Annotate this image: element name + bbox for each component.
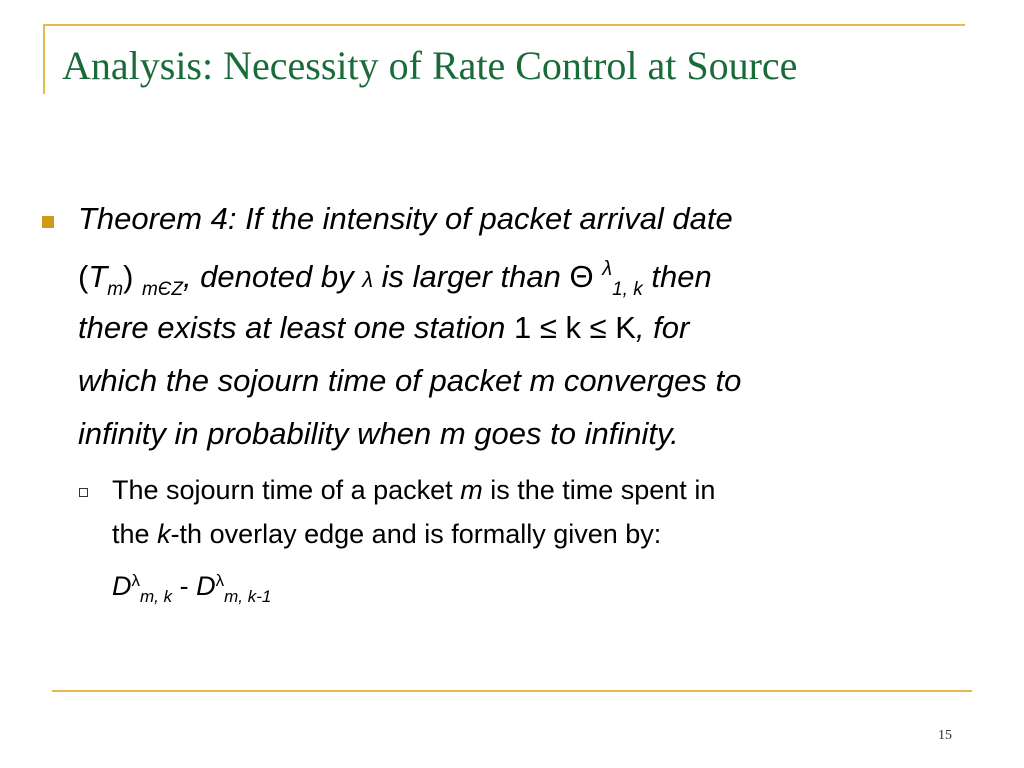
theta-superscript: λ xyxy=(602,258,613,280)
time-spent-text: is the time spent in xyxy=(490,475,716,505)
lambda-superscript-2: λ xyxy=(215,571,225,590)
lambda-symbol: λ xyxy=(362,267,374,292)
theorem-line-3 xyxy=(78,310,689,346)
minus-sign: - xyxy=(179,571,189,601)
larger-text: is larger than xyxy=(381,259,561,294)
theorem-line-5 xyxy=(78,416,679,452)
station-range: 1 ≤ k ≤ K xyxy=(513,310,636,345)
sub-bullet-line-2 xyxy=(112,518,661,550)
footer-rule xyxy=(52,690,972,692)
then-text: then xyxy=(651,259,712,294)
denoted-text: , denoted by xyxy=(182,259,354,294)
sub-bullet-line-1 xyxy=(112,474,715,506)
lambda-superscript-1: λ xyxy=(131,571,140,590)
t-subscript: m xyxy=(107,279,124,300)
title-top-rule xyxy=(43,24,965,26)
paren-open: ( xyxy=(78,259,89,294)
d-symbol-1: D xyxy=(112,571,132,601)
theorem-line-2 xyxy=(78,259,712,300)
t-symbol: T xyxy=(88,259,108,294)
hollow-square-bullet-icon xyxy=(79,488,88,497)
slide-title: Analysis: Necessity of Rate Control at Source xyxy=(62,43,798,88)
theorem-line-1 xyxy=(78,201,733,237)
set-subscript: mЄZ xyxy=(142,279,183,300)
title-left-rule xyxy=(43,24,45,94)
theta-subscript: 1, k xyxy=(612,279,643,300)
overlay-text: -th overlay edge and is formally given by: xyxy=(170,519,662,549)
paren-close: ) xyxy=(123,259,134,294)
sojourn-text: The sojourn time of a packet xyxy=(112,475,453,505)
subscript-2: m, k-1 xyxy=(224,587,272,606)
for-text: , for xyxy=(635,310,690,345)
theorem-line-4 xyxy=(78,363,741,399)
square-bullet-icon xyxy=(42,216,54,228)
subscript-1: m, k xyxy=(140,587,173,606)
k-variable: k xyxy=(157,519,171,549)
page-number: 15 xyxy=(938,728,952,743)
d-symbol-2: D xyxy=(196,571,216,601)
m-variable: m xyxy=(460,475,483,505)
the-text: the xyxy=(112,519,150,549)
converges-text: which the sojourn time of packet m converges to xyxy=(78,363,742,398)
theorem-text: Theorem 4: If the intensity of packet arrival date xyxy=(78,201,733,236)
formula xyxy=(112,570,271,606)
theta-symbol: Θ xyxy=(569,259,594,294)
infinity-text: infinity in probability when m goes to infinity. xyxy=(78,416,679,451)
station-text: there exists at least one station xyxy=(78,310,506,345)
